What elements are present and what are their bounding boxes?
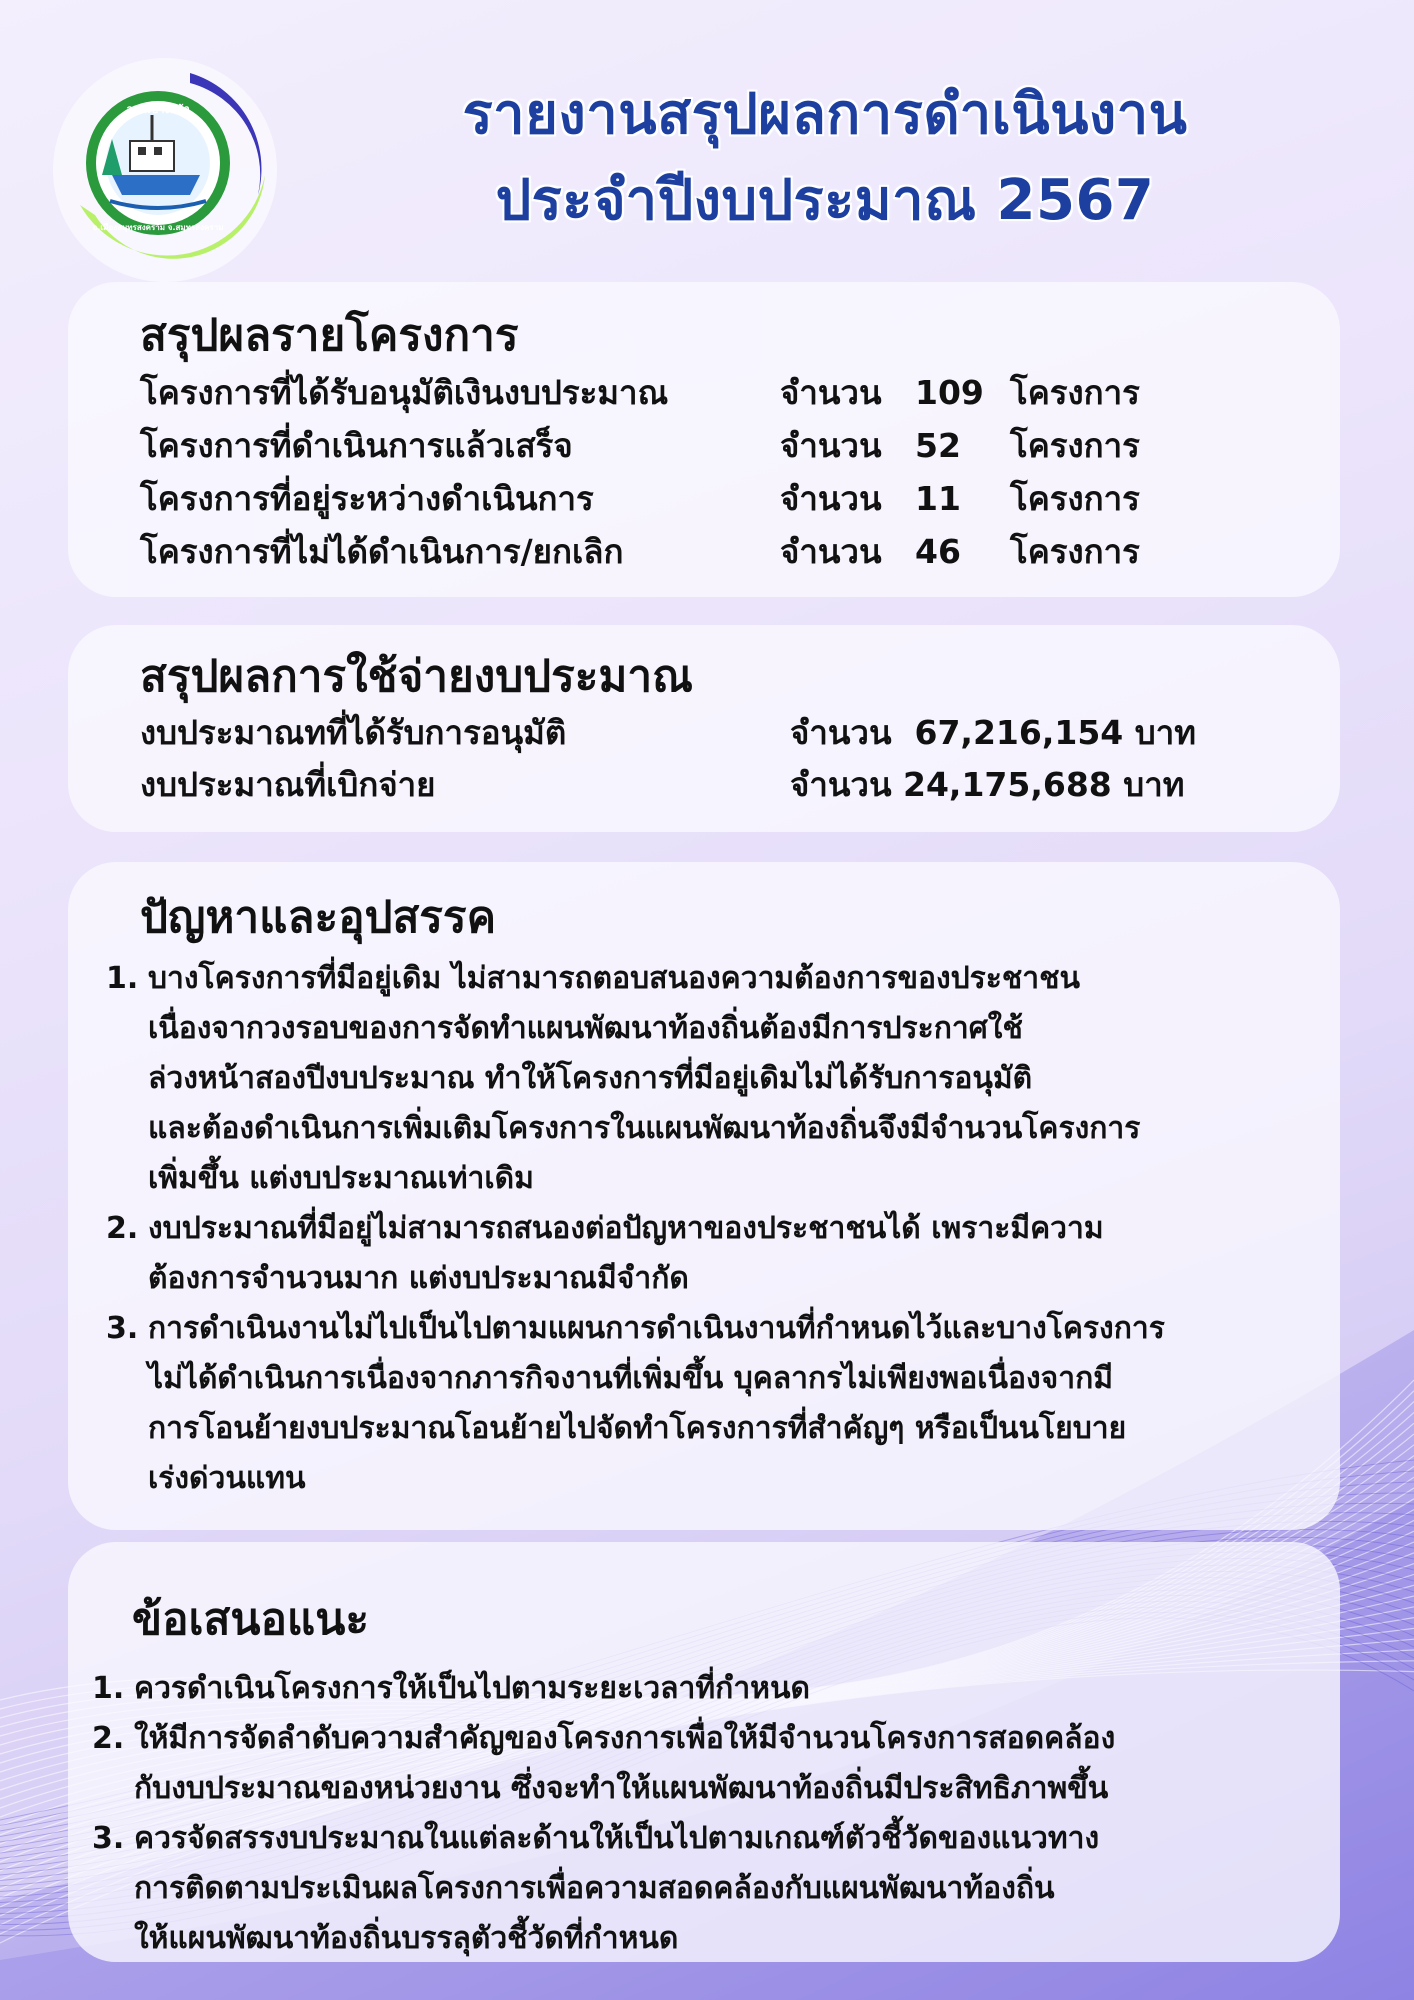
problems-card: [68, 862, 1340, 1530]
list-item-text: [134, 1664, 1300, 1714]
project-row: [140, 366, 1270, 419]
project-row: [140, 472, 1270, 525]
suggestions-heading: ข้อเสนอแนะ: [132, 1594, 369, 1645]
project-row-label: โครงการที่อยู่ระหว่างดำเนินการ: [140, 479, 594, 518]
list-item: [92, 1714, 1300, 1814]
list-item-line: บางโครงการที่มีอยู่เดิม ไม่สามารถตอบสนองความต้องการของประชาชน: [148, 961, 1080, 996]
project-row-count-label: จำนวน: [780, 373, 882, 412]
project-row-value: 11: [915, 479, 961, 518]
title-line-1: รายงานสรุปผลการดำเนินงาน: [462, 82, 1188, 147]
project-row-unit: โครงการ: [1010, 373, 1140, 412]
list-item: [92, 1664, 1300, 1714]
list-item-line: ควรจัดสรรงบประมาณในแต่ละด้านให้เป็นไปตามเกณฑ์ตัวชี้วัดของแนวทาง: [134, 1821, 1100, 1856]
project-summary-card: [68, 282, 1340, 597]
title-line-2: ประจำปีงบประมาณ 2567: [495, 168, 1155, 233]
list-item: [106, 954, 1290, 1204]
list-item-line: เร่งด่วนแทน: [148, 1461, 306, 1496]
list-item-line: เพิ่มขึ้น แต่งบประมาณเท่าเดิม: [148, 1161, 534, 1196]
list-item-line: กับงบประมาณของหน่วยงาน ซึ่งจะทำให้แผนพัฒนาท้องถิ่นมีประสิทธิภาพขึ้น: [134, 1771, 1109, 1806]
project-row-count-label: จำนวน: [780, 479, 882, 518]
list-item-text: [148, 954, 1290, 1204]
project-row-value: 46: [915, 532, 961, 571]
list-item-text: [148, 1304, 1290, 1504]
problems-heading: ปัญหาและอุปสรรค: [140, 892, 496, 943]
budget-row-amount: จำนวน 67,216,154 บาท: [790, 713, 1196, 752]
suggestions-card: [68, 1542, 1340, 1962]
list-item: [106, 1304, 1290, 1504]
list-item-line: ให้มีการจัดลำดับความสำคัญของโครงการเพื่อให้มีจำนวนโครงการสอดคล้อง: [134, 1721, 1116, 1756]
problems-list: [106, 954, 1290, 1504]
list-item-text: [148, 1204, 1290, 1304]
list-item-line: ให้แผนพัฒนาท้องถิ่นบรรลุตัวชี้วัดที่กำหนด: [134, 1921, 679, 1956]
seal-text-top: อบต.บางแก้ว: [126, 103, 190, 116]
list-item: [106, 1204, 1290, 1304]
list-item-line: ไม่ได้ดำเนินการเนื่องจากภารกิจงานที่เพิ่มขึ้น บุคลากรไม่เพียงพอเนื่องจากมี: [148, 1361, 1114, 1396]
list-item-line: ต้องการจำนวนมาก แต่งบประมาณมีจำกัด: [148, 1261, 689, 1296]
list-item-index: 3.: [92, 1821, 125, 1856]
budget-row-amount: จำนวน 24,175,688 บาท: [790, 765, 1185, 804]
list-item-index: 1.: [106, 961, 139, 996]
page-title: [300, 72, 1350, 244]
budget-row-label: งบประมาณที่เบิกจ่าย: [140, 765, 436, 804]
project-row-value: 109: [915, 373, 984, 412]
list-item-line: ล่วงหน้าสองปีงบประมาณ ทำให้โครงการที่มีอยู่เดิมไม่ได้รับการอนุมัติ: [148, 1061, 1033, 1096]
project-row-label: โครงการที่ไม่ได้ดำเนินการ/ยกเลิก: [140, 532, 624, 571]
project-summary-rows: [140, 366, 1270, 578]
project-row-unit: โครงการ: [1010, 532, 1140, 571]
list-item-text: [134, 1714, 1300, 1814]
list-item-line: การโอนย้ายงบประมาณโอนย้ายไปจัดทำโครงการที่สำคัญๆ หรือเป็นนโยบาย: [148, 1411, 1127, 1446]
project-row-unit: โครงการ: [1010, 479, 1140, 518]
list-item-line: เนื่องจากวงรอบของการจัดทำแผนพัฒนาท้องถิ่นต้องมีการประกาศใช้: [148, 1011, 1023, 1046]
project-row-unit: โครงการ: [1010, 426, 1140, 465]
list-item-line: งบประมาณที่มีอยู่ไม่สามารถสนองต่อปัญหาของประชาชนได้ เพราะมีความ: [148, 1211, 1104, 1246]
list-item-text: [134, 1814, 1300, 1964]
list-item-index: 3.: [106, 1311, 139, 1346]
suggestions-list: [92, 1664, 1300, 1964]
seal-text-bottom: อ.เมืองสมุทรสงคราม จ.สมุทรสงคราม: [92, 223, 224, 232]
list-item: [92, 1814, 1300, 1964]
budget-row-label: งบประมาณทที่ได้รับการอนุมัติ: [140, 713, 567, 752]
list-item-index: 1.: [92, 1671, 125, 1706]
project-summary-heading: สรุปผลรายโครงการ: [140, 310, 519, 361]
list-item-line: การติดตามประเมินผลโครงการเพื่อความสอดคล้องกับแผนพัฒนาท้องถิ่น: [134, 1871, 1055, 1906]
project-row: [140, 419, 1270, 472]
project-row-value: 52: [915, 426, 961, 465]
project-row-count-label: จำนวน: [780, 532, 882, 571]
budget-summary-card: [68, 625, 1340, 832]
budget-summary-heading: สรุปผลการใช้จ่ายงบประมาณ: [140, 651, 693, 702]
budget-row: [140, 707, 1270, 759]
project-row-label: โครงการที่ดำเนินการแล้วเสร็จ: [140, 426, 573, 465]
seal-icon: [50, 55, 280, 285]
logo: [50, 55, 280, 285]
list-item-line: ควรดำเนินโครงการให้เป็นไปตามระยะเวลาที่กำหนด: [134, 1671, 810, 1706]
project-row-count-label: จำนวน: [780, 426, 882, 465]
budget-row: [140, 759, 1270, 811]
list-item-line: และต้องดำเนินการเพิ่มเติมโครงการในแผนพัฒนาท้องถิ่นจึงมีจำนวนโครงการ: [148, 1111, 1141, 1146]
project-row: [140, 525, 1270, 578]
project-row-label: โครงการที่ได้รับอนุมัติเงินงบประมาณ: [140, 373, 669, 412]
list-item-index: 2.: [106, 1211, 139, 1246]
list-item-line: การดำเนินงานไม่ไปเป็นไปตามแผนการดำเนินงานที่กำหนดไว้และบางโครงการ: [148, 1311, 1165, 1346]
list-item-index: 2.: [92, 1721, 125, 1756]
